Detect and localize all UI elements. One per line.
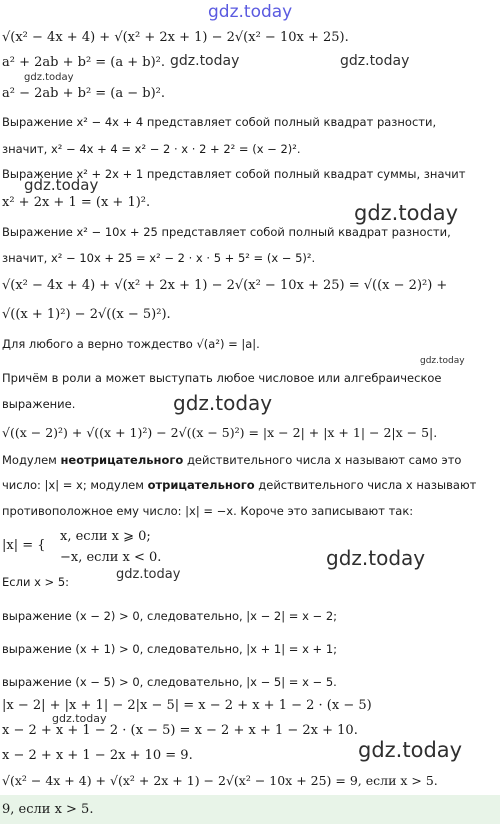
formula-line: √((x + 1)²) − 2√((x − 5)²). (2, 307, 171, 322)
text-line: Выражение x² − 10x + 25 представляет собой полный квадрат разности, (2, 225, 451, 239)
watermark: gdz.today (326, 546, 426, 570)
text-line (2, 452, 461, 468)
text-fragment: действительного числа x называют (254, 478, 477, 492)
watermark: gdz.today (358, 738, 463, 762)
formula-sum-square: a² + 2ab + b² = (a + b)². (2, 55, 166, 70)
answer-box (0, 795, 500, 824)
text-line: Выражение x² + 2x + 1 представляет собой полный квадрат суммы, значит (2, 167, 466, 181)
watermark: gdz.today (208, 2, 293, 22)
formula-line: √(x² − 4x + 4) + √(x² + 2x + 1) − 2√(x² − 10x + 25) = √((x − 2)²) + (2, 278, 448, 293)
text-fragment: число: |x| = x; модулем (2, 478, 148, 492)
watermark: gdz.today (173, 391, 273, 415)
text-line: выражение (x − 2) > 0, следовательно, |x − 2| = x − 2; (2, 609, 338, 623)
text-line: выражение (x − 5) > 0, следовательно, |x − 5| = x − 5. (2, 675, 337, 689)
watermark: gdz.today (24, 72, 74, 83)
modulus-case-nonneg: x, если x ⩾ 0; (60, 529, 151, 544)
text-line: Для любого a верно тождество √(a²) = |a|. (2, 337, 260, 351)
watermark: gdz.today (52, 712, 107, 725)
formula-line: |x − 2| + |x + 1| − 2|x − 5| = x − 2 + x + 1 − 2 · (x − 5) (2, 698, 372, 713)
formula-line: √(x² − 4x + 4) + √(x² + 2x + 1) − 2√(x² − 10x + 25) = 9, если x > 5. (2, 773, 438, 788)
watermark: gdz.today (24, 176, 99, 194)
text-line (2, 477, 476, 493)
expression-line: √(x² − 4x + 4) + √(x² + 2x + 1) − 2√(x² − 10x + 25). (2, 30, 349, 45)
condition-line: Если x > 5: (2, 575, 70, 589)
modulus-definition-lhs: |x| = { (2, 538, 46, 553)
text-line: выражение (x + 1) > 0, следовательно, |x + 1| = x + 1; (2, 642, 338, 656)
text-line: противоположное ему число: |x| = −x. Короче это записывают так: (2, 504, 414, 518)
formula-line: x − 2 + x + 1 − 2x + 10 = 9. (2, 748, 193, 763)
bold-term: неотрицательного (60, 453, 184, 467)
text-fragment: действительного числа x называют само это (183, 453, 462, 467)
watermark: gdz.today (354, 201, 459, 225)
formula-diff-square: a² − 2ab + b² = (a − b)². (2, 86, 166, 101)
watermark: gdz.today (340, 53, 410, 69)
text-line: выражение. (2, 397, 76, 411)
text-line: значит, x² − 4x + 4 = x² − 2 · x · 2 + 2² = (x − 2)². (2, 142, 301, 156)
text-fragment: Модулем (2, 453, 61, 467)
formula-line: √((x − 2)²) + √((x + 1)²) − 2√((x − 5)²) = |x − 2| + |x + 1| − 2|x − 5|. (2, 425, 438, 440)
text-line: Причём в роли a может выступать любое числовое или алгебраическое (2, 371, 442, 385)
watermark: gdz.today (116, 567, 181, 582)
formula-line: x² + 2x + 1 = (x + 1)². (2, 195, 151, 210)
text-line: значит, x² − 10x + 25 = x² − 2 · x · 5 + 5² = (x − 5)². (2, 251, 316, 265)
watermark: gdz.today (170, 53, 240, 69)
watermark: gdz.today (420, 356, 465, 366)
answer-text: 9, если x > 5. (2, 802, 94, 817)
formula-line: x − 2 + x + 1 − 2 · (x − 5) = x − 2 + x + 1 − 2x + 10. (2, 723, 358, 738)
text-line: Выражение x² − 4x + 4 представляет собой полный квадрат разности, (2, 115, 437, 129)
bold-term: отрицательного (147, 478, 255, 492)
modulus-case-neg: −x, если x < 0. (60, 550, 162, 565)
